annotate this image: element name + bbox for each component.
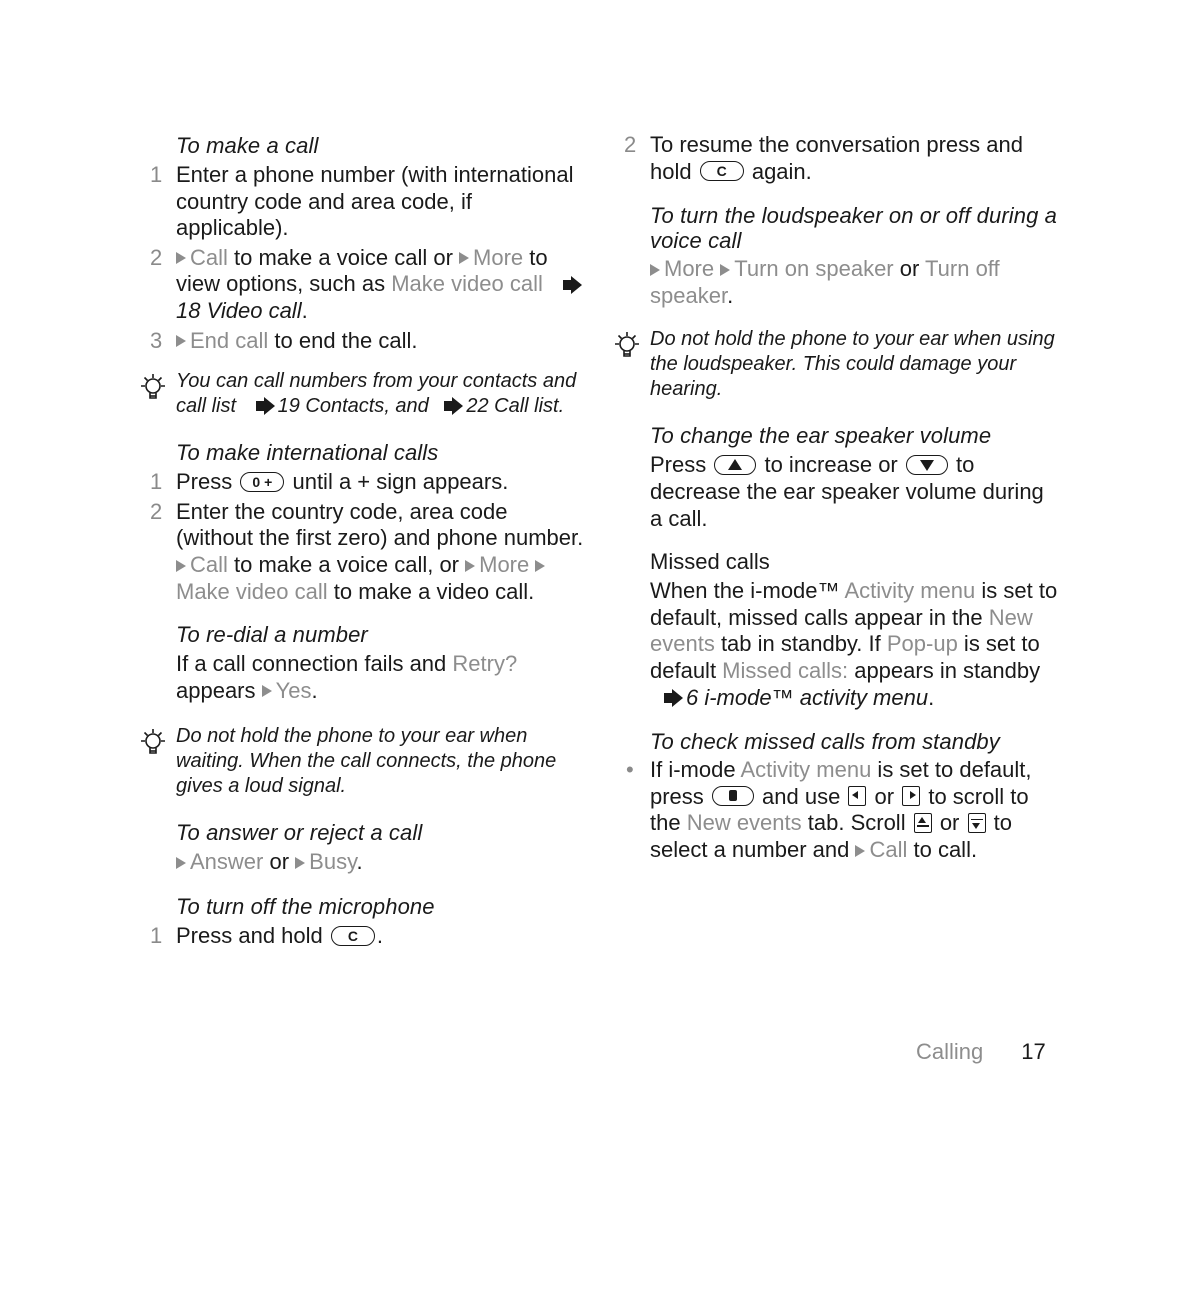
step-1: 1 Press and hold C . — [150, 922, 383, 948]
heading-redial: To re-dial a number — [176, 622, 368, 648]
step-2: 2 Call to make a voice call or More to view options, such as Make video call 18 Video call. — [136, 245, 586, 325]
tip-loudspeaker: Do not hold the phone to your ear when using the loudspeaker. This could damage your hearing. — [610, 327, 1060, 402]
heading-check-missed: To check missed calls from standby — [650, 729, 1000, 755]
volume-text: Press to increase or to decrease the ear speaker volume during a call. — [650, 452, 1044, 531]
tip-call-numbers: You can call numbers from your contacts and call list 19 Contacts, and 22 Call list. — [136, 369, 586, 419]
cross-reference-icon — [571, 276, 582, 294]
c-key-icon: C — [331, 926, 375, 946]
arrow-icon — [855, 845, 865, 857]
redial-text: If a call connection fails and Retry? appears Yes. — [176, 651, 518, 703]
step-1: 1 Enter a phone number (with international country code and area code, if applicable). — [150, 162, 574, 241]
volume-up-key-icon — [714, 455, 756, 475]
tip-waiting: Do not hold the phone to your ear when waiting. When the call connects, the phone gives a loud signal. — [136, 724, 586, 799]
cross-reference-icon — [672, 689, 683, 707]
arrow-icon — [650, 264, 660, 276]
missed-calls-text: When the i-mode™ Activity menu is set to default, missed calls appear in the New events tab in standby. If Pop-up is set to default Missed calls: appears in standby 6 i-mode™ activity menu. — [650, 578, 1058, 710]
nav-left-key-icon — [848, 786, 866, 806]
nav-right-key-icon — [902, 786, 920, 806]
answer-text: Answer or Busy. — [136, 849, 586, 876]
heading-international: To make international calls — [176, 440, 439, 466]
zero-plus-key-icon: 0 + — [240, 472, 284, 492]
arrow-icon — [262, 685, 272, 697]
heading-missed-calls: Missed calls — [650, 549, 770, 575]
page-number: 17 — [1021, 1039, 1046, 1064]
right-column — [610, 132, 1060, 864]
arrow-icon — [465, 560, 475, 572]
c-key-icon: C — [700, 161, 744, 181]
arrow-icon — [176, 252, 186, 264]
bullet-dot: • — [626, 757, 634, 783]
step-2: 2 Enter the country code, area code (without the first zero) and phone number. Call to make a voice call, or More Make video call to make a video call. — [150, 498, 584, 604]
lightbulb-icon — [610, 329, 644, 363]
lightbulb-icon — [136, 371, 170, 405]
check-missed-bullet: • If i-mode Activity menu is set to default, press and use or to scroll to the New events tab. Scroll or to select a number and Call to call. — [626, 757, 1032, 862]
heading-microphone: To turn off the microphone — [176, 893, 435, 919]
left-column — [136, 132, 586, 950]
menu-key-icon — [712, 786, 754, 806]
lightbulb-icon — [136, 726, 170, 760]
heading-make-call: To make a call — [176, 133, 319, 158]
nav-down-key-icon — [968, 813, 986, 833]
cross-reference-icon — [264, 397, 275, 415]
heading-volume: To change the ear speaker volume — [650, 423, 992, 449]
nav-up-key-icon — [914, 813, 932, 833]
step-2: 2 To resume the conversation press and hold C again. — [624, 132, 1023, 184]
arrow-icon — [535, 560, 545, 572]
section-name: Calling — [916, 1039, 984, 1064]
step-3: 3 End call to end the call. — [150, 327, 418, 353]
arrow-icon — [176, 560, 186, 572]
heading-answer: To answer or reject a call — [176, 820, 423, 846]
page-footer — [916, 1039, 1046, 1065]
arrow-icon — [176, 857, 186, 869]
arrow-icon — [176, 335, 186, 347]
loudspeaker-text: More Turn on speaker or Turn off speaker. — [650, 256, 1000, 308]
step-1: 1 Press 0 + until a + sign appears. — [150, 469, 509, 495]
volume-down-key-icon — [906, 455, 948, 475]
cross-reference-icon — [452, 397, 463, 415]
arrow-icon — [295, 857, 305, 869]
arrow-icon — [459, 252, 469, 264]
heading-loudspeaker: To turn the loudspeaker on or off during a voice call — [650, 203, 1057, 254]
arrow-icon — [720, 264, 730, 276]
